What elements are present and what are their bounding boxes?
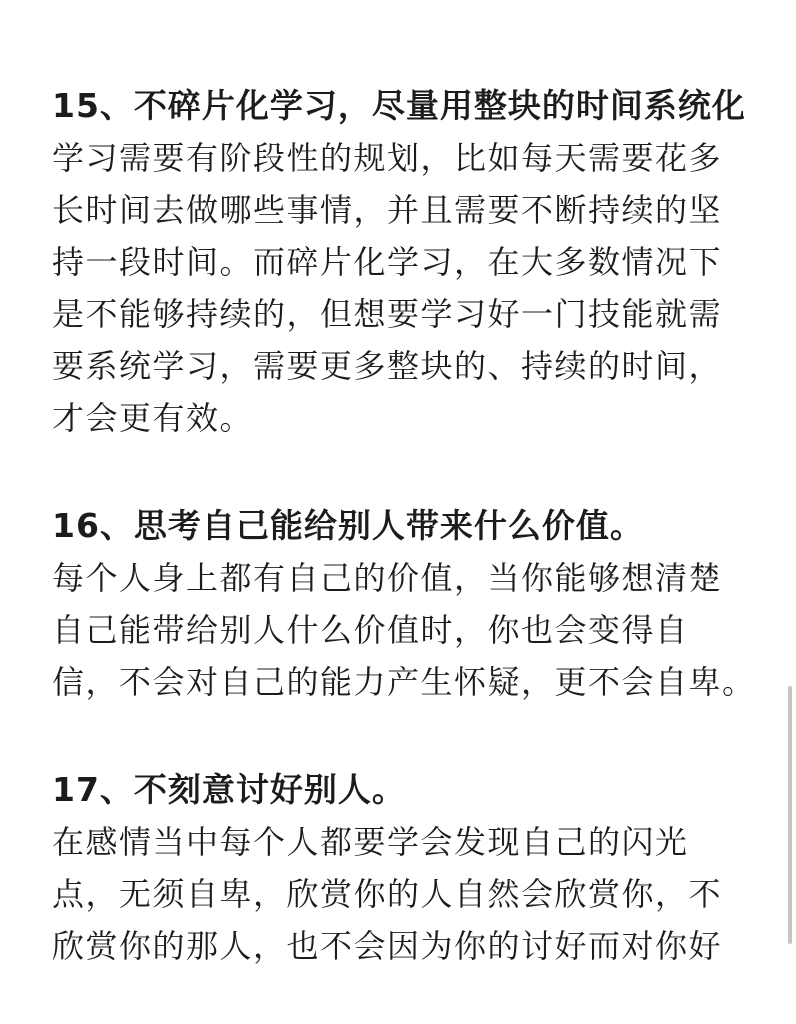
- tip-heading: 17、不刻意讨好别人。: [52, 770, 406, 809]
- tip-text-line: 在感情当中每个人都要学会发现自己的闪光: [52, 823, 689, 861]
- tip-text-line: 持一段时间。而碎片化学习，在大多数情况下: [52, 243, 723, 281]
- vertical-scrollbar[interactable]: [788, 686, 792, 944]
- tip-text-line: 每个人身上都有自己的价值，当你能够想清楚: [52, 559, 723, 597]
- tip-text-line: 欣赏你的那人，也不会因为你的讨好而对你好: [52, 927, 723, 965]
- tip-text-line: 信，不会对自己的能力产生怀疑，更不会自卑。: [52, 663, 756, 701]
- tip-text-line: 才会更有效。: [52, 399, 254, 437]
- article-content: [52, 80, 756, 972]
- tip-text-line: 是不能够持续的，但想要学习好一门技能就需: [52, 295, 723, 333]
- tip-text-line: 点，无须自卑，欣赏你的人自然会欣赏你，不: [52, 875, 723, 913]
- tip-17: [52, 764, 752, 972]
- tip-text-line: 自己能带给别人什么价值时，你也会变得自: [52, 611, 689, 649]
- tip-text-line: 学习需要有阶段性的规划，比如每天需要花多: [52, 139, 723, 177]
- tip-text-line: 要系统学习，需要更多整块的、持续的时间，: [52, 347, 723, 385]
- tip-text-line: 长时间去做哪些事情，并且需要不断持续的坚: [52, 191, 723, 229]
- tip-15: [52, 80, 752, 444]
- tip-16: [52, 500, 756, 708]
- tip-heading: 15、不碎片化学习，尽量用整块的时间系统化: [52, 86, 746, 125]
- tip-heading: 16、思考自己能给别人带来什么价值。: [52, 506, 644, 545]
